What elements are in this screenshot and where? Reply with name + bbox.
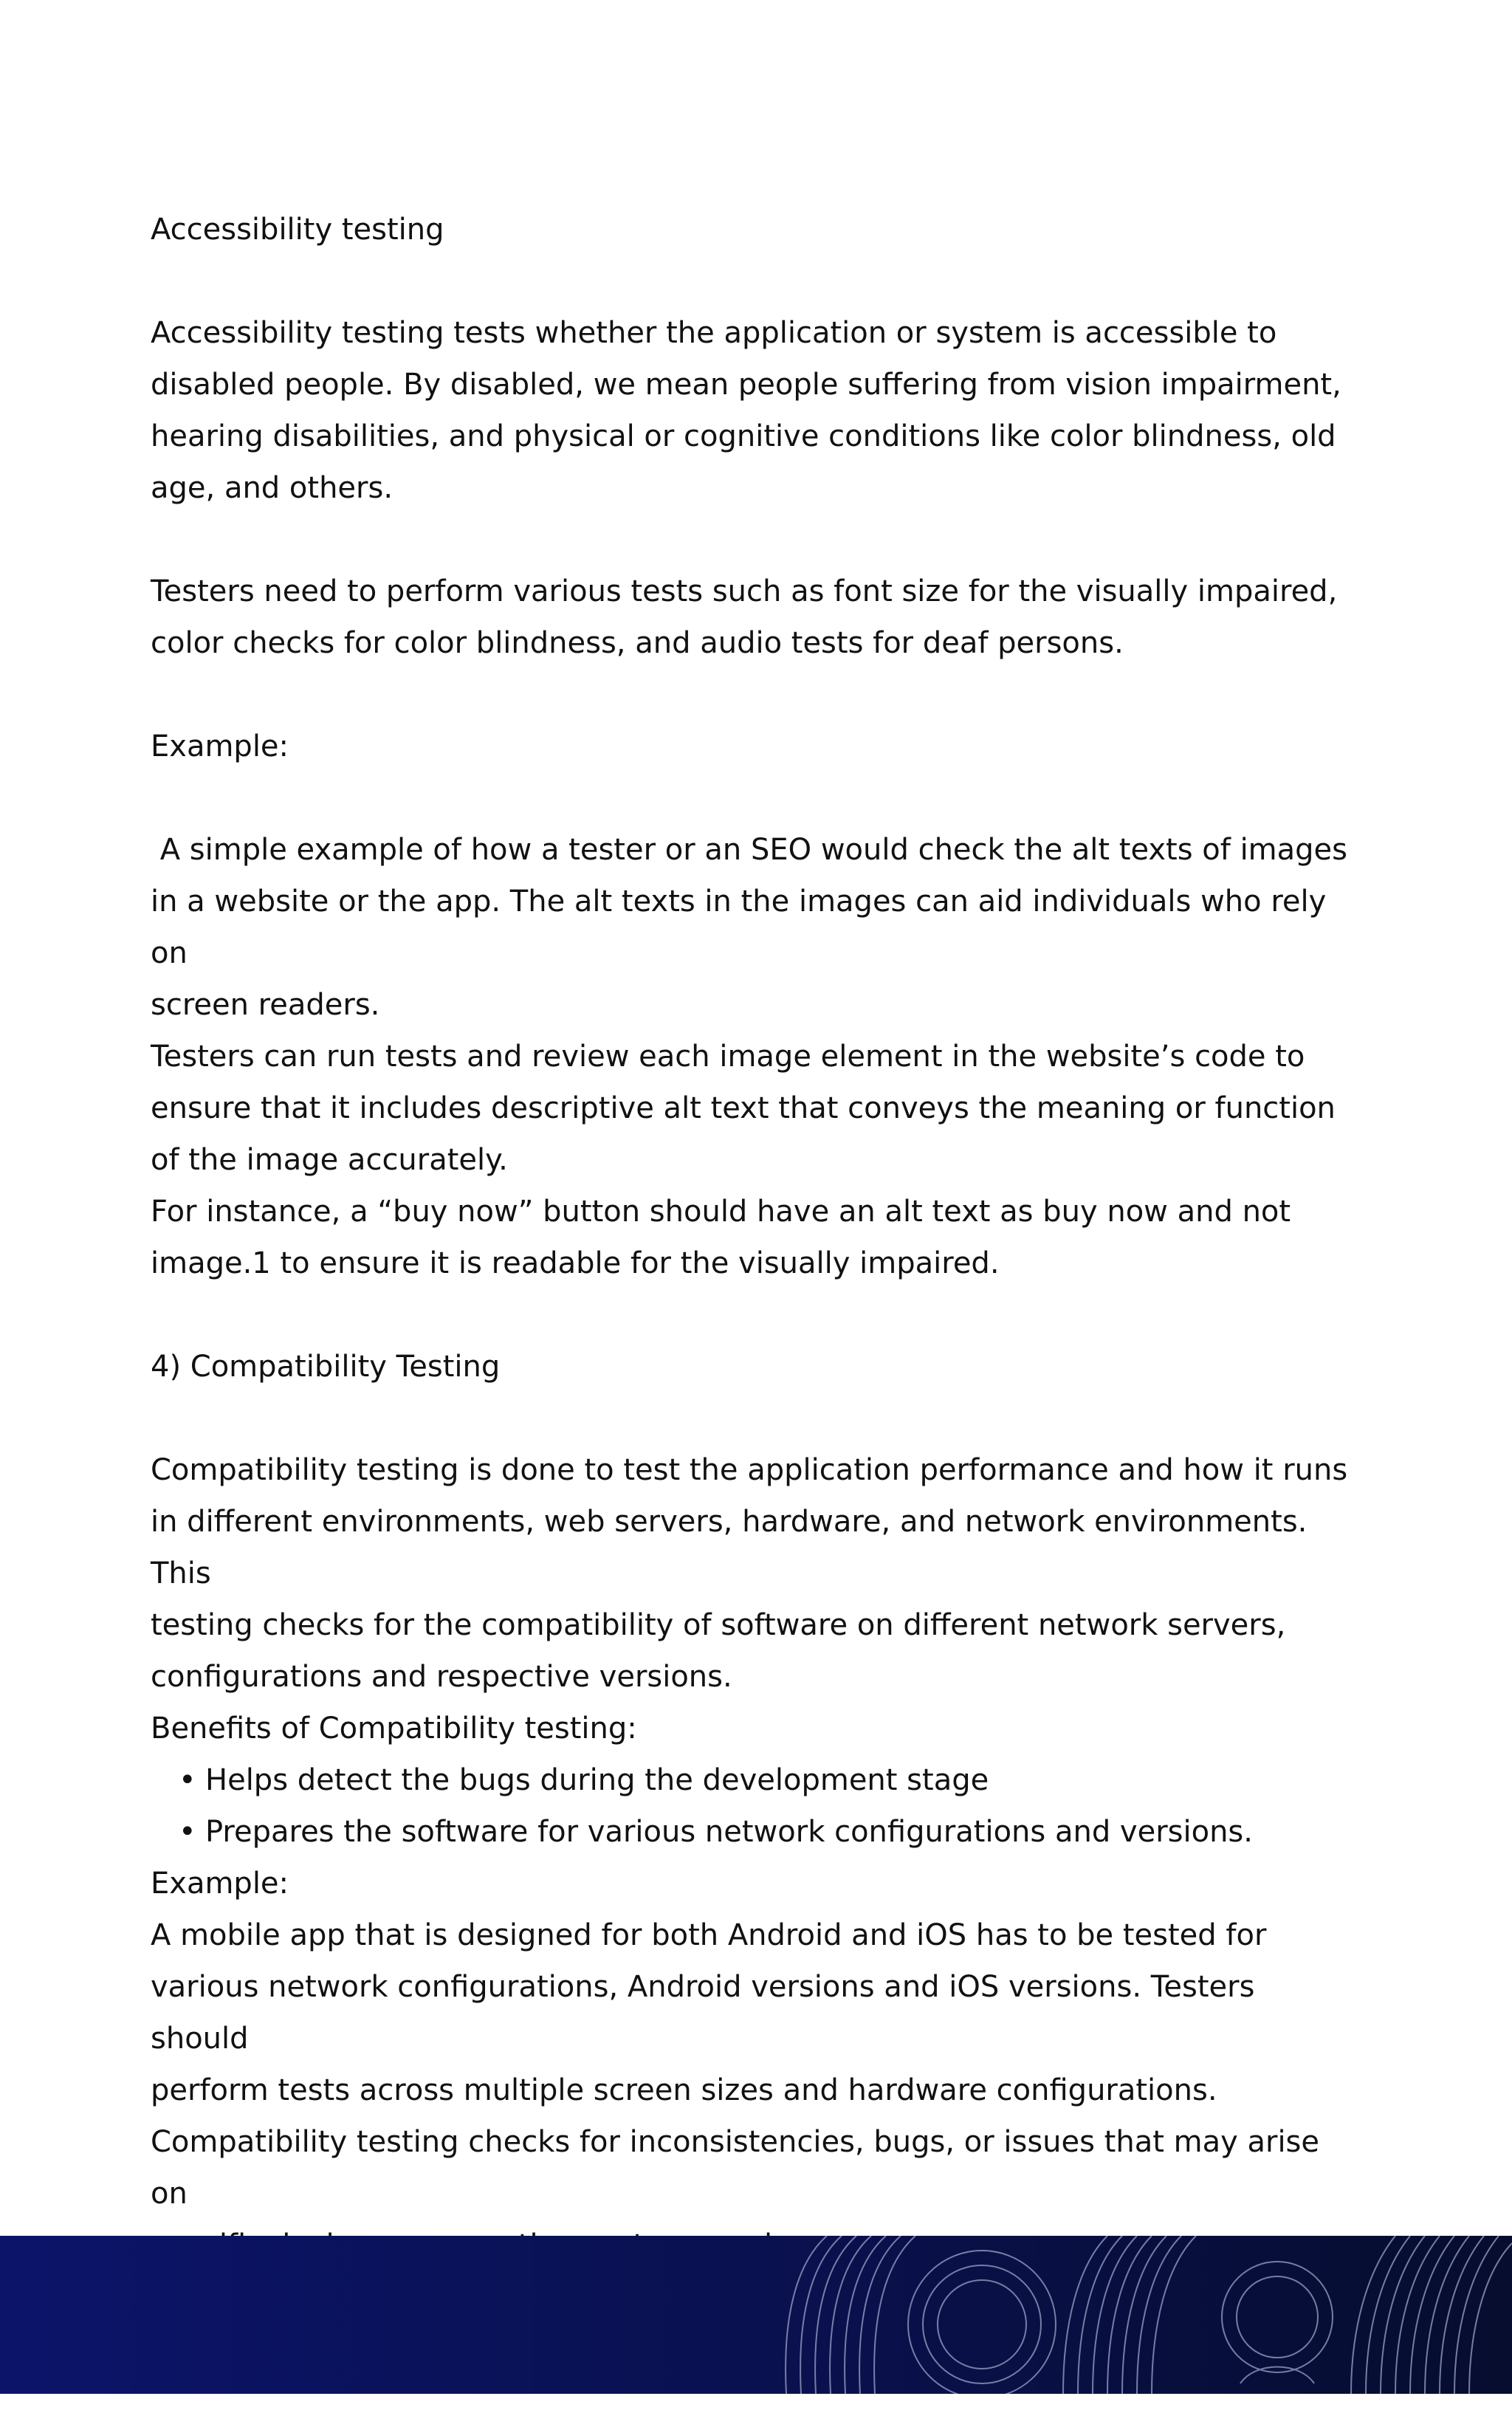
list-item: • Prepares the software for various network configurations and versions. [205, 1806, 1361, 1858]
paragraph-line: A mobile app that is designed for both Android and iOS has to be tested for [151, 1918, 1267, 1952]
paragraph-line: disabled people. By disabled, we mean people suffering from vision impairment, [151, 368, 1341, 402]
example-label: Example: [151, 730, 289, 763]
paragraph-line: perform tests across multiple screen sizes and hardware configurations. [151, 2073, 1217, 2107]
paragraph-line: Compatibility testing is done to test the application performance and how it runs [151, 1453, 1348, 1487]
benefits-label: Benefits of Compatibility testing: [151, 1712, 637, 1746]
paragraph-line: color checks for color blindness, and audio tests for deaf persons. [151, 626, 1124, 660]
document-body [151, 204, 1361, 2271]
paragraph-line: Compatibility testing checks for inconsistencies, bugs, or issues that may arise on [151, 2125, 1320, 2211]
paragraph-line: image.1 to ensure it is readable for the visually impaired. [151, 1246, 1000, 1280]
paragraph-line: testing checks for the compatibility of software on different network servers, [151, 1608, 1286, 1642]
footer-banner [0, 2236, 1512, 2394]
paragraph-line: various network configurations, Android versions and iOS versions. Testers should [151, 1970, 1255, 2056]
paragraph-line: Testers can run tests and review each image element in the website’s code to [151, 1040, 1305, 1074]
paragraph-line: in different environments, web servers, hardware, and network environments. This [151, 1505, 1307, 1590]
paragraph-line: Accessibility testing tests whether the application or system is accessible to [151, 316, 1277, 350]
decorative-wave-pattern [0, 2236, 1512, 2394]
list-item: • Helps detect the bugs during the development stage [205, 1754, 1361, 1806]
example-label: Example: [151, 1867, 289, 1901]
paragraph-line: in a website or the app. The alt texts in the images can aid individuals who rely on [151, 885, 1327, 970]
section-heading-compatibility: 4) Compatibility Testing [151, 1350, 501, 1384]
section-heading-accessibility: Accessibility testing [151, 213, 444, 247]
paragraph-line: configurations and respective versions. [151, 1660, 732, 1694]
paragraph-line: ensure that it includes descriptive alt text that conveys the meaning or function [151, 1091, 1336, 1125]
paragraph-line: screen readers. [151, 988, 380, 1022]
benefits-list [151, 1754, 1361, 1858]
page-bottom-margin [0, 2394, 1512, 2413]
paragraph-line: For instance, a “buy now” button should have an alt text as buy now and not [151, 1195, 1291, 1229]
paragraph-line: Testers need to perform various tests such as font size for the visually impaired, [151, 574, 1338, 608]
paragraph-line: of the image accurately. [151, 1143, 508, 1177]
paragraph-line: age, and others. [151, 471, 394, 505]
paragraph-line: A simple example of how a tester or an SEO would check the alt texts of images [151, 833, 1347, 867]
paragraph-line: hearing disabilities, and physical or cognitive conditions like color blindness, old [151, 419, 1336, 453]
